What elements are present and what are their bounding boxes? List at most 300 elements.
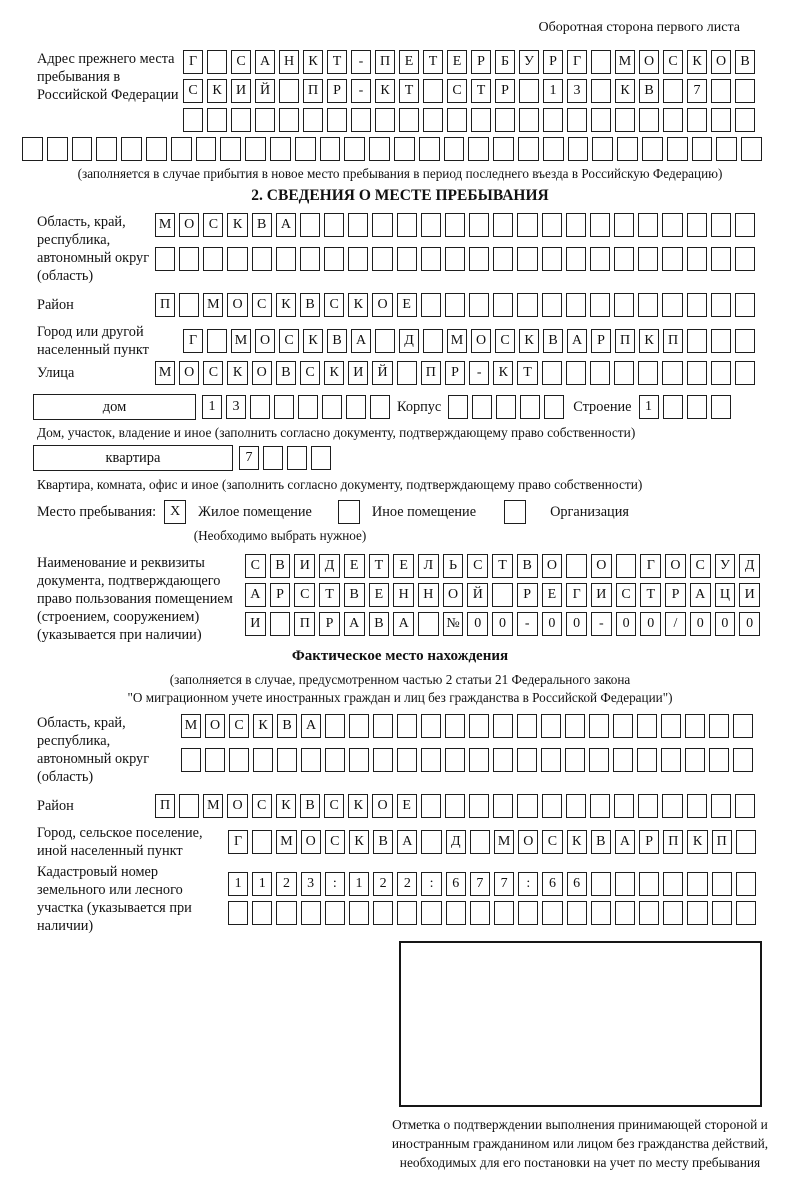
char-cell[interactable]: Й (372, 361, 392, 385)
char-cell[interactable] (252, 247, 272, 271)
char-cell[interactable]: К (227, 361, 247, 385)
char-cell[interactable]: Д (319, 554, 340, 578)
char-cell[interactable] (196, 137, 217, 161)
char-cell[interactable]: 0 (467, 612, 488, 636)
char-cell[interactable]: Д (399, 329, 419, 353)
char-cell[interactable] (322, 395, 342, 419)
char-cell[interactable]: К (375, 79, 395, 103)
char-cell[interactable] (687, 247, 707, 271)
char-cell[interactable] (517, 247, 537, 271)
char-cell[interactable]: К (348, 293, 368, 317)
char-cell[interactable]: Е (369, 583, 390, 607)
char-cell[interactable] (590, 213, 610, 237)
char-cell[interactable] (179, 794, 199, 818)
char-cell[interactable]: Д (739, 554, 760, 578)
char-cell[interactable]: В (735, 50, 755, 74)
char-cell[interactable]: В (344, 583, 365, 607)
char-cell[interactable] (179, 247, 199, 271)
char-cell[interactable]: У (519, 50, 539, 74)
char-cell[interactable] (469, 748, 489, 772)
char-cell[interactable] (638, 293, 658, 317)
char-cell[interactable] (419, 137, 440, 161)
char-cell[interactable] (421, 293, 441, 317)
char-cell[interactable] (566, 794, 586, 818)
char-cell[interactable] (639, 108, 659, 132)
char-cell[interactable] (542, 794, 562, 818)
char-cell[interactable]: П (615, 329, 635, 353)
char-cell[interactable]: К (207, 79, 227, 103)
char-cell[interactable] (662, 247, 682, 271)
char-cell[interactable] (394, 137, 415, 161)
char-cell[interactable] (324, 247, 344, 271)
char-cell[interactable] (709, 714, 729, 738)
char-cell[interactable] (421, 247, 441, 271)
char-cell[interactable] (231, 108, 251, 132)
char-cell[interactable]: Т (492, 554, 513, 578)
char-cell[interactable]: П (663, 830, 683, 854)
char-cell[interactable] (421, 830, 441, 854)
char-cell[interactable] (301, 901, 321, 925)
char-cell[interactable] (735, 329, 755, 353)
char-cell[interactable]: В (373, 830, 393, 854)
char-cell[interactable] (590, 361, 610, 385)
char-cell[interactable] (469, 714, 489, 738)
char-cell[interactable] (448, 395, 468, 419)
char-cell[interactable] (711, 79, 731, 103)
char-cell[interactable]: 3 (567, 79, 587, 103)
char-cell[interactable]: О (518, 830, 538, 854)
char-cell[interactable] (639, 901, 659, 925)
char-cell[interactable] (565, 748, 585, 772)
char-cell[interactable] (613, 714, 633, 738)
char-cell[interactable]: К (227, 213, 247, 237)
char-cell[interactable]: 2 (373, 872, 393, 896)
char-cell[interactable]: А (301, 714, 321, 738)
char-cell[interactable]: С (616, 583, 637, 607)
char-cell[interactable] (735, 108, 755, 132)
char-cell[interactable] (469, 293, 489, 317)
char-cell[interactable]: 2 (276, 872, 296, 896)
char-cell[interactable]: 6 (542, 872, 562, 896)
char-cell[interactable] (470, 830, 490, 854)
char-cell[interactable] (566, 293, 586, 317)
char-cell[interactable] (349, 714, 369, 738)
char-cell[interactable] (711, 247, 731, 271)
char-cell[interactable]: Д (446, 830, 466, 854)
char-cell[interactable]: Е (344, 554, 365, 578)
char-cell[interactable]: В (639, 79, 659, 103)
char-cell[interactable] (203, 247, 223, 271)
char-cell[interactable] (207, 50, 227, 74)
char-cell[interactable] (146, 137, 167, 161)
char-cell[interactable] (542, 247, 562, 271)
char-cell[interactable] (590, 293, 610, 317)
char-cell[interactable] (324, 213, 344, 237)
char-cell[interactable] (667, 137, 688, 161)
char-cell[interactable] (542, 213, 562, 237)
char-cell[interactable] (542, 293, 562, 317)
char-cell[interactable] (639, 872, 659, 896)
char-cell[interactable]: И (348, 361, 368, 385)
char-cell[interactable] (253, 748, 273, 772)
char-cell[interactable] (346, 395, 366, 419)
char-cell[interactable] (423, 108, 443, 132)
char-cell[interactable]: Е (397, 794, 417, 818)
char-cell[interactable]: Р (639, 830, 659, 854)
char-cell[interactable] (220, 137, 241, 161)
char-cell[interactable]: С (229, 714, 249, 738)
char-cell[interactable] (320, 137, 341, 161)
char-cell[interactable] (183, 108, 203, 132)
char-cell[interactable] (295, 137, 316, 161)
char-cell[interactable] (493, 213, 513, 237)
char-cell[interactable]: 6 (567, 872, 587, 896)
char-cell[interactable]: Р (543, 50, 563, 74)
char-cell[interactable] (344, 137, 365, 161)
char-cell[interactable]: : (421, 872, 441, 896)
char-cell[interactable] (298, 395, 318, 419)
char-cell[interactable]: А (393, 612, 414, 636)
char-cell[interactable] (421, 748, 441, 772)
char-cell[interactable]: К (276, 293, 296, 317)
char-cell[interactable]: П (663, 329, 683, 353)
char-cell[interactable]: Г (183, 50, 203, 74)
char-cell[interactable]: 7 (470, 872, 490, 896)
char-cell[interactable]: В (276, 361, 296, 385)
char-cell[interactable]: В (300, 293, 320, 317)
char-cell[interactable]: Т (640, 583, 661, 607)
char-cell[interactable] (735, 247, 755, 271)
char-cell[interactable]: В (369, 612, 390, 636)
char-cell[interactable] (566, 361, 586, 385)
char-cell[interactable] (637, 714, 657, 738)
char-cell[interactable]: А (344, 612, 365, 636)
char-cell[interactable] (566, 247, 586, 271)
char-cell[interactable]: В (591, 830, 611, 854)
char-cell[interactable] (469, 247, 489, 271)
char-cell[interactable] (207, 329, 227, 353)
char-cell[interactable] (423, 79, 443, 103)
char-cell[interactable]: В (252, 213, 272, 237)
char-cell[interactable] (709, 748, 729, 772)
char-cell[interactable] (591, 50, 611, 74)
char-cell[interactable] (663, 108, 683, 132)
char-cell[interactable] (565, 714, 585, 738)
char-cell[interactable] (227, 247, 247, 271)
char-cell[interactable]: 0 (640, 612, 661, 636)
char-cell[interactable]: 7 (687, 79, 707, 103)
char-cell[interactable] (687, 794, 707, 818)
char-cell[interactable] (96, 137, 117, 161)
char-cell[interactable]: 0 (715, 612, 736, 636)
char-cell[interactable] (662, 361, 682, 385)
char-cell[interactable]: С (467, 554, 488, 578)
char-cell[interactable]: К (349, 830, 369, 854)
char-cell[interactable] (397, 901, 417, 925)
char-cell[interactable] (397, 361, 417, 385)
char-cell[interactable] (517, 293, 537, 317)
char-cell[interactable]: 1 (349, 872, 369, 896)
char-cell[interactable] (252, 901, 272, 925)
char-cell[interactable] (663, 79, 683, 103)
char-cell[interactable] (373, 901, 393, 925)
char-cell[interactable] (733, 748, 753, 772)
char-cell[interactable]: 0 (616, 612, 637, 636)
char-cell[interactable] (369, 137, 390, 161)
char-cell[interactable] (301, 748, 321, 772)
char-cell[interactable] (287, 446, 307, 470)
char-cell[interactable]: А (690, 583, 711, 607)
char-cell[interactable] (445, 247, 465, 271)
char-cell[interactable]: А (351, 329, 371, 353)
char-cell[interactable]: С (203, 213, 223, 237)
char-cell[interactable] (279, 108, 299, 132)
char-cell[interactable]: И (739, 583, 760, 607)
char-cell[interactable]: П (421, 361, 441, 385)
char-cell[interactable]: И (245, 612, 266, 636)
char-cell[interactable] (542, 901, 562, 925)
char-cell[interactable] (445, 213, 465, 237)
char-cell[interactable] (692, 137, 713, 161)
char-cell[interactable] (179, 293, 199, 317)
char-cell[interactable] (495, 108, 515, 132)
char-cell[interactable] (446, 901, 466, 925)
char-cell[interactable]: С (447, 79, 467, 103)
char-cell[interactable]: К (493, 361, 513, 385)
char-cell[interactable]: Е (542, 583, 563, 607)
char-cell[interactable] (300, 213, 320, 237)
char-cell[interactable]: Р (517, 583, 538, 607)
char-cell[interactable] (735, 794, 755, 818)
char-cell[interactable]: Р (665, 583, 686, 607)
char-cell[interactable]: О (372, 293, 392, 317)
char-cell[interactable]: 1 (543, 79, 563, 103)
char-cell[interactable] (662, 794, 682, 818)
char-cell[interactable] (421, 901, 441, 925)
char-cell[interactable] (735, 79, 755, 103)
char-cell[interactable] (544, 395, 564, 419)
char-cell[interactable] (617, 137, 638, 161)
char-cell[interactable] (445, 293, 465, 317)
char-cell[interactable] (661, 714, 681, 738)
char-cell[interactable] (418, 612, 439, 636)
char-cell[interactable] (613, 748, 633, 772)
char-cell[interactable]: М (203, 794, 223, 818)
char-cell[interactable]: Т (517, 361, 537, 385)
char-cell[interactable] (638, 794, 658, 818)
char-cell[interactable]: : (325, 872, 345, 896)
char-cell[interactable]: У (715, 554, 736, 578)
char-cell[interactable] (121, 137, 142, 161)
char-cell[interactable] (589, 748, 609, 772)
char-cell[interactable] (493, 714, 513, 738)
char-cell[interactable] (591, 79, 611, 103)
char-cell[interactable] (472, 395, 492, 419)
char-cell[interactable] (493, 293, 513, 317)
char-cell[interactable]: О (542, 554, 563, 578)
char-cell[interactable]: К (567, 830, 587, 854)
char-cell[interactable]: / (665, 612, 686, 636)
char-cell[interactable]: : (518, 872, 538, 896)
char-cell[interactable]: С (542, 830, 562, 854)
char-cell[interactable]: О (591, 554, 612, 578)
char-cell[interactable]: Ь (443, 554, 464, 578)
char-cell[interactable] (348, 247, 368, 271)
char-cell[interactable] (517, 714, 537, 738)
char-cell[interactable] (277, 748, 297, 772)
char-cell[interactable]: С (203, 361, 223, 385)
char-cell[interactable]: Т (399, 79, 419, 103)
char-cell[interactable]: С (183, 79, 203, 103)
char-cell[interactable]: Т (369, 554, 390, 578)
char-cell[interactable]: Г (640, 554, 661, 578)
char-cell[interactable]: К (303, 329, 323, 353)
char-cell[interactable]: 1 (252, 872, 272, 896)
char-cell[interactable] (687, 872, 707, 896)
char-cell[interactable]: С (690, 554, 711, 578)
char-cell[interactable]: А (255, 50, 275, 74)
char-cell[interactable] (470, 901, 490, 925)
char-cell[interactable] (325, 748, 345, 772)
char-cell[interactable] (589, 714, 609, 738)
char-cell[interactable]: О (665, 554, 686, 578)
char-cell[interactable]: К (303, 50, 323, 74)
char-cell[interactable]: О (301, 830, 321, 854)
char-cell[interactable] (687, 293, 707, 317)
char-cell[interactable] (351, 108, 371, 132)
char-cell[interactable] (663, 872, 683, 896)
char-cell[interactable] (590, 247, 610, 271)
char-cell[interactable] (517, 794, 537, 818)
char-cell[interactable]: П (155, 293, 175, 317)
char-cell[interactable] (736, 901, 756, 925)
char-cell[interactable] (397, 748, 417, 772)
char-cell[interactable]: С (324, 293, 344, 317)
char-cell[interactable]: А (567, 329, 587, 353)
char-cell[interactable] (375, 108, 395, 132)
char-cell[interactable]: 3 (301, 872, 321, 896)
char-cell[interactable]: В (543, 329, 563, 353)
char-cell[interactable] (263, 446, 283, 470)
char-cell[interactable]: 1 (639, 395, 659, 419)
char-cell[interactable] (445, 714, 465, 738)
char-cell[interactable] (735, 213, 755, 237)
char-cell[interactable] (303, 108, 323, 132)
char-cell[interactable]: С (245, 554, 266, 578)
char-cell[interactable]: 2 (397, 872, 417, 896)
char-cell[interactable]: К (519, 329, 539, 353)
char-cell[interactable] (711, 213, 731, 237)
char-cell[interactable]: Б (495, 50, 515, 74)
char-cell[interactable] (228, 901, 248, 925)
char-cell[interactable] (712, 901, 732, 925)
char-cell[interactable]: № (443, 612, 464, 636)
char-cell[interactable]: К (687, 830, 707, 854)
char-cell[interactable]: Й (467, 583, 488, 607)
stay-checkbox-other[interactable] (338, 500, 360, 524)
char-cell[interactable]: - (351, 50, 371, 74)
char-cell[interactable] (445, 748, 465, 772)
char-cell[interactable] (541, 748, 561, 772)
char-cell[interactable]: М (155, 213, 175, 237)
char-cell[interactable]: Р (319, 612, 340, 636)
char-cell[interactable] (372, 247, 392, 271)
char-cell[interactable] (687, 329, 707, 353)
char-cell[interactable] (22, 137, 43, 161)
char-cell[interactable] (496, 395, 516, 419)
char-cell[interactable] (399, 108, 419, 132)
char-cell[interactable]: С (324, 794, 344, 818)
char-cell[interactable]: Е (393, 554, 414, 578)
char-cell[interactable]: С (231, 50, 251, 74)
char-cell[interactable]: П (155, 794, 175, 818)
char-cell[interactable]: Т (327, 50, 347, 74)
char-cell[interactable] (519, 108, 539, 132)
char-cell[interactable]: А (276, 213, 296, 237)
char-cell[interactable]: К (324, 361, 344, 385)
char-cell[interactable]: Р (327, 79, 347, 103)
char-cell[interactable] (276, 901, 296, 925)
char-cell[interactable]: М (494, 830, 514, 854)
char-cell[interactable] (270, 612, 291, 636)
char-cell[interactable]: Р (591, 329, 611, 353)
char-cell[interactable] (373, 748, 393, 772)
char-cell[interactable]: К (687, 50, 707, 74)
char-cell[interactable]: И (231, 79, 251, 103)
char-cell[interactable] (397, 213, 417, 237)
char-cell[interactable]: В (327, 329, 347, 353)
char-cell[interactable] (155, 247, 175, 271)
char-cell[interactable] (736, 830, 756, 854)
char-cell[interactable]: Е (397, 293, 417, 317)
char-cell[interactable]: М (203, 293, 223, 317)
char-cell[interactable] (421, 714, 441, 738)
char-cell[interactable] (687, 395, 707, 419)
char-cell[interactable] (642, 137, 663, 161)
char-cell[interactable]: Р (270, 583, 291, 607)
char-cell[interactable] (735, 293, 755, 317)
char-cell[interactable] (518, 137, 539, 161)
char-cell[interactable]: М (615, 50, 635, 74)
char-cell[interactable] (229, 748, 249, 772)
char-cell[interactable] (638, 213, 658, 237)
char-cell[interactable] (687, 901, 707, 925)
char-cell[interactable] (614, 247, 634, 271)
char-cell[interactable]: Т (423, 50, 443, 74)
char-cell[interactable] (541, 714, 561, 738)
char-cell[interactable]: Т (319, 583, 340, 607)
char-cell[interactable]: 7 (494, 872, 514, 896)
char-cell[interactable]: Р (495, 79, 515, 103)
char-cell[interactable] (469, 794, 489, 818)
char-cell[interactable] (517, 213, 537, 237)
char-cell[interactable]: П (712, 830, 732, 854)
char-cell[interactable]: С (495, 329, 515, 353)
char-cell[interactable]: С (325, 830, 345, 854)
char-cell[interactable] (663, 901, 683, 925)
char-cell[interactable]: К (276, 794, 296, 818)
char-cell[interactable] (687, 213, 707, 237)
char-cell[interactable]: А (397, 830, 417, 854)
char-cell[interactable] (423, 329, 443, 353)
char-cell[interactable] (255, 108, 275, 132)
char-cell[interactable] (716, 137, 737, 161)
char-cell[interactable] (687, 108, 707, 132)
char-cell[interactable]: О (471, 329, 491, 353)
char-cell[interactable] (325, 714, 345, 738)
char-cell[interactable] (517, 748, 537, 772)
char-cell[interactable] (493, 137, 514, 161)
